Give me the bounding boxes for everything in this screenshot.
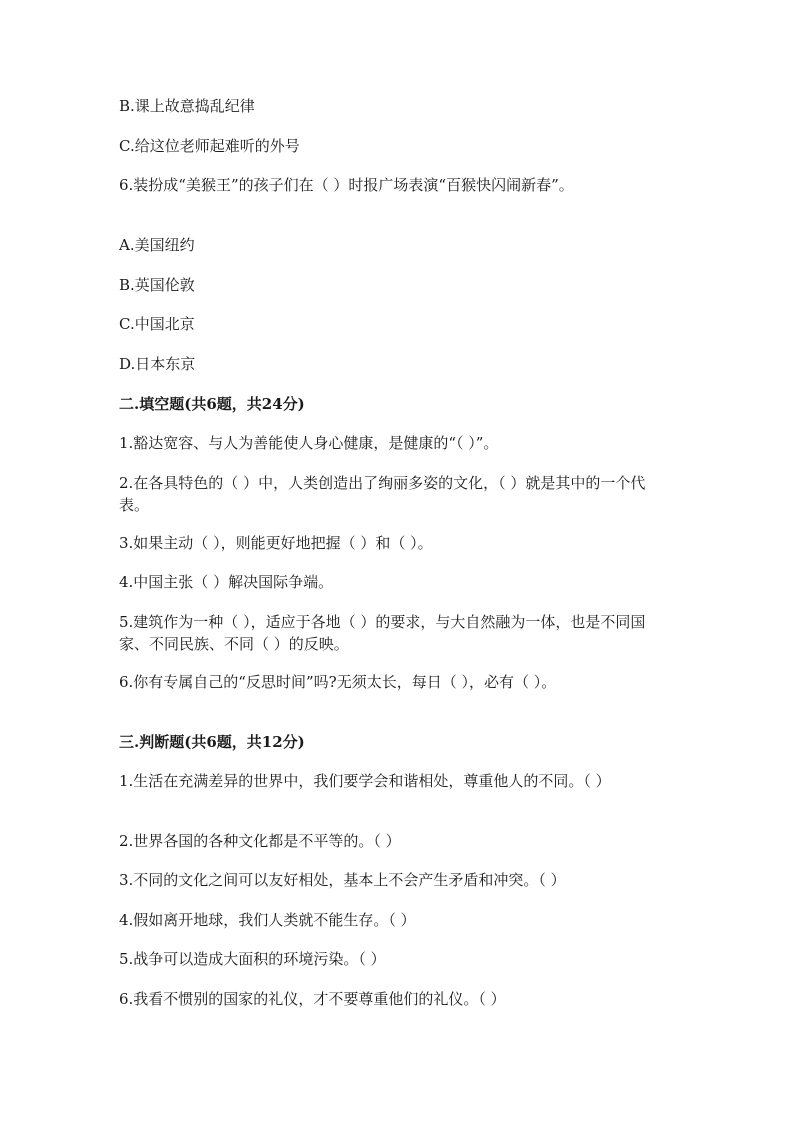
fill-question-3: 3.如果主动（ ），则能更好地把握（ ）和（ ）。 — [119, 534, 433, 552]
judge-question-6: 6.我看不惯别的国家的礼仪，才不要尊重他们的礼仪。（ ） — [119, 990, 506, 1008]
judge-question-5: 5.战争可以造成大面积的环境污染。（ ） — [119, 950, 386, 968]
fill-question-6: 6.你有专属自己的“反思时间”吗?无须太长，每日（ ），必有（ ）。 — [119, 673, 557, 691]
fill-question-2: 2.在各具特色的（ ）中，人类创造出了绚丽多姿的文化，（ ）就是其中的一个代表。 — [119, 474, 646, 514]
judge-question-4: 4.假如离开地球，我们人类就不能生存。（ ） — [119, 911, 416, 929]
section-heading-true-false: 三.判断题(共6题，共12分) — [119, 733, 305, 751]
fill-question-5: 5.建筑作为一种（ ），适应于各地（ ）的要求，与大自然融为一体，也是不同国家、不同民族、不同（ ）的反映。 — [119, 613, 646, 653]
judge-question-3: 3.不同的文化之间可以友好相处，基本上不会产生矛盾和冲突。（ ） — [119, 871, 566, 889]
judge-question-2: 2.世界各国的各种文化都是不平等的。（ ） — [119, 832, 401, 850]
fill-question-1: 1.豁达宽容、与人为善能使人身心健康，是健康的“（ ）”。 — [119, 434, 499, 452]
option-a-q6: A.美国纽约 — [119, 236, 195, 254]
option-d-q6: D.日本东京 — [119, 355, 196, 373]
option-c-q5: C.给这位老师起难听的外号 — [119, 137, 300, 155]
option-c-q6: C.中国北京 — [119, 315, 195, 333]
judge-question-1: 1.生活在充满差异的世界中，我们要学会和谐相处，尊重他人的不同。（ ） — [119, 772, 611, 790]
question-6-choice: 6.装扮成“美猴王”的孩子们在（ ）时报广场表演“百猴快闪闹新春”。 — [119, 176, 574, 194]
section-heading-fill-in: 二.填空题(共6题，共24分) — [119, 395, 305, 413]
option-b-q5: B.课上故意捣乱纪律 — [119, 97, 255, 115]
option-b-q6: B.英国伦敦 — [119, 276, 195, 294]
fill-question-4: 4.中国主张（ ）解决国际争端。 — [119, 573, 334, 591]
